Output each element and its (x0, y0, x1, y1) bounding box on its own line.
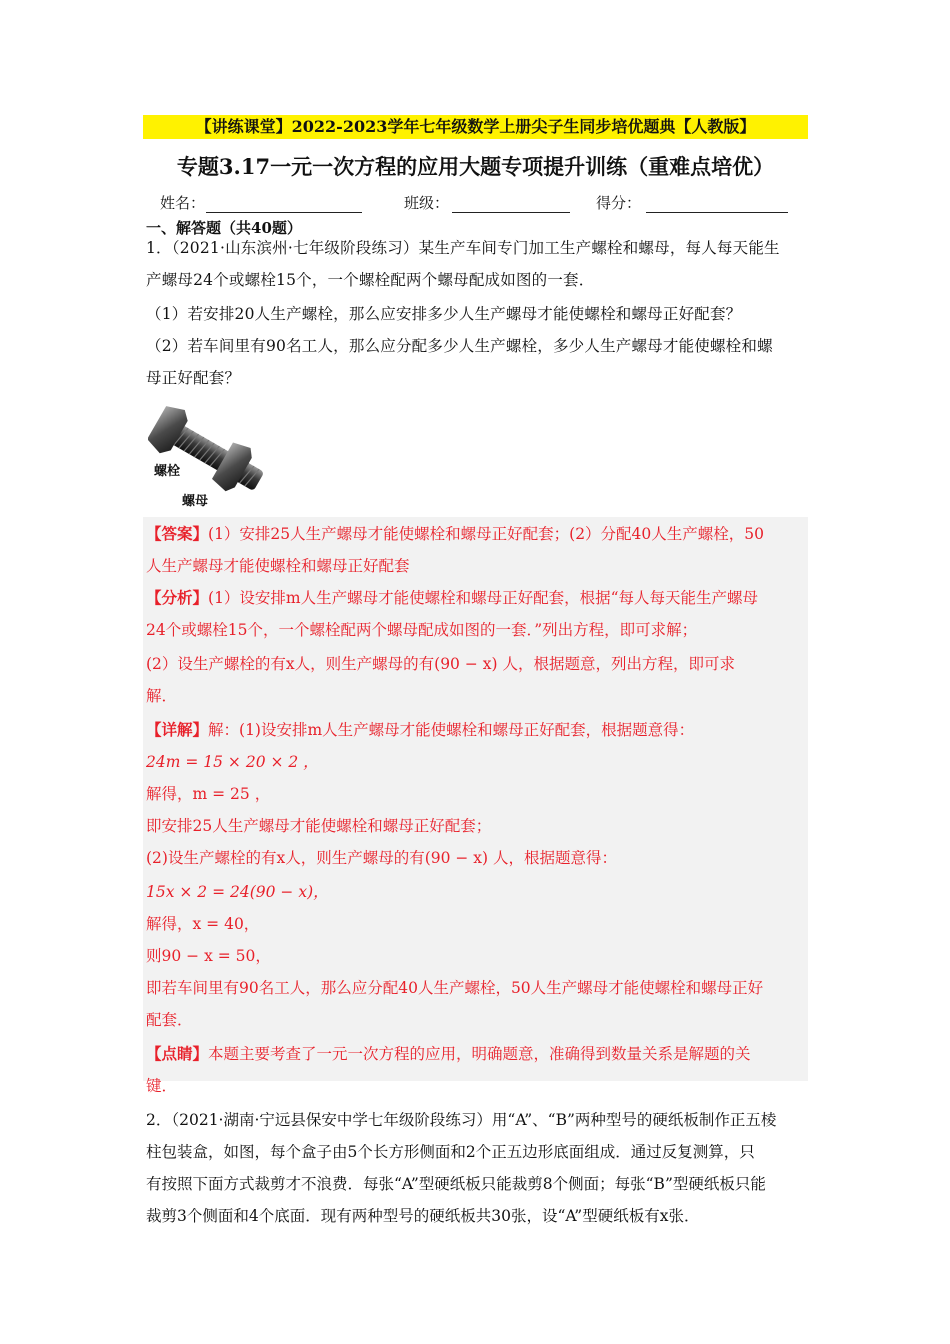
analysis-line-2: 24个或螺栓15个，一个螺栓配两个螺母配成如图的一套．”列出方程，即可求解； (146, 621, 698, 639)
bolt-nut-image (148, 396, 270, 512)
name-blank (206, 212, 362, 213)
detail-line-7: 解得，x = 40， (146, 915, 260, 933)
detail-line-8: 则90 − x = 50， (146, 947, 271, 965)
detail-line-3: 解得，m = 25 ， (146, 785, 271, 803)
section-heading: 一、解答题（共40题） (146, 219, 302, 237)
q1-line-1: 1．（2021·山东滨州·七年级阶段练习）某生产车间专门加工生产螺栓和螺母，每人每天能生 (146, 239, 780, 257)
comment-line-1 (146, 1038, 808, 1070)
answer-tag: 【答案】 (146, 524, 209, 543)
q1-line-4: （2）若车间里有90名工人，那么应分配多少人生产螺栓，多少人生产螺母才能使螺栓和螺 (146, 337, 773, 355)
comment-text-1: 本题主要考查了一元一次方程的应用，明确题意，准确得到数量关系是解题的关 (208, 1045, 751, 1063)
detail-line-2: 24m = 15 × 20 × 2 ， (146, 753, 319, 771)
class-label: 班级： (404, 194, 450, 212)
score-label: 得分： (596, 194, 642, 212)
detail-line-10: 配套． (146, 1011, 193, 1029)
analysis-tag: 【分析】 (146, 588, 209, 607)
class-blank (452, 212, 570, 213)
bolt-nut-illustration (148, 396, 270, 512)
analysis-line-4: 解． (146, 687, 178, 705)
q1-line-3: （1）若安排20人生产螺栓，那么应安排多少人生产螺母才能使螺栓和螺母正好配套？ (146, 305, 742, 323)
answer-line-2: 人生产螺母才能使螺栓和螺母正好配套 (146, 557, 410, 575)
q1-line-5: 母正好配套？ (146, 369, 241, 387)
nut-label: 螺母 (182, 494, 209, 509)
q2-line-2: 柱包装盒，如图，每个盒子由5个长方形侧面和2个正五边形底面组成．通过反复测算，只 (146, 1143, 755, 1161)
q2-line-4: 裁剪3个侧面和4个底面．现有两种型号的硬纸板共30张，设“A”型硬纸板有x张． (146, 1207, 700, 1225)
page-title: 专题3.17一元一次方程的应用大题专项提升训练（重难点培优） (176, 154, 775, 179)
detail-tag: 【详解】 (146, 720, 209, 739)
analysis-text-1: (1）设安排m人生产螺母才能使螺栓和螺母正好配套，根据“每人每天能生产螺母 (208, 589, 759, 607)
answer-text-1: (1）安排25人生产螺母才能使螺栓和螺母正好配套；(2）分配40人生产螺栓，50 (208, 525, 765, 543)
header-banner: 【讲练课堂】2022-2023学年七年级数学上册尖子生同步培优题典【人教版】 (143, 115, 808, 139)
bolt-label: 螺栓 (154, 464, 181, 479)
answer-line-1 (146, 518, 808, 550)
detail-line-5: (2)设生产螺栓的有x人，则生产螺母的有(90 − x) 人，根据题意得： (146, 849, 618, 867)
detail-text-1: 解：(1)设安排m人生产螺母才能使螺栓和螺母正好配套，根据题意得： (208, 721, 695, 739)
q1-line-2: 产螺母24个或螺栓15个，一个螺栓配两个螺母配成如图的一套． (146, 271, 595, 289)
student-info-row (160, 192, 810, 214)
detail-line-9: 即若车间里有90名工人，那么应分配40人生产螺栓，50人生产螺母才能使螺栓和螺母正好 (146, 979, 764, 997)
analysis-line-3: (2）设生产螺栓的有x人，则生产螺母的有(90 − x) 人，根据题意，列出方程，即可求 (146, 655, 735, 673)
name-label: 姓名： (160, 194, 206, 212)
analysis-line-1 (146, 582, 808, 614)
comment-line-2: 键． (146, 1077, 178, 1095)
q2-line-3: 有按照下面方式裁剪才不浪费．每张“A”型硬纸板只能裁剪8个侧面；每张“B”型硬纸板只能 (146, 1175, 766, 1193)
score-blank (646, 212, 788, 213)
detail-line-4: 即安排25人生产螺母才能使螺栓和螺母正好配套； (146, 817, 492, 835)
detail-line-1 (146, 714, 808, 746)
detail-line-6: 15x × 2 = 24(90 − x)， (146, 883, 329, 901)
comment-tag: 【点睛】 (146, 1044, 209, 1063)
q2-line-1: 2．（2021·湖南·宁远县保安中学七年级阶段练习）用“A”、“B”两种型号的硬纸板制作正五棱 (146, 1111, 777, 1129)
